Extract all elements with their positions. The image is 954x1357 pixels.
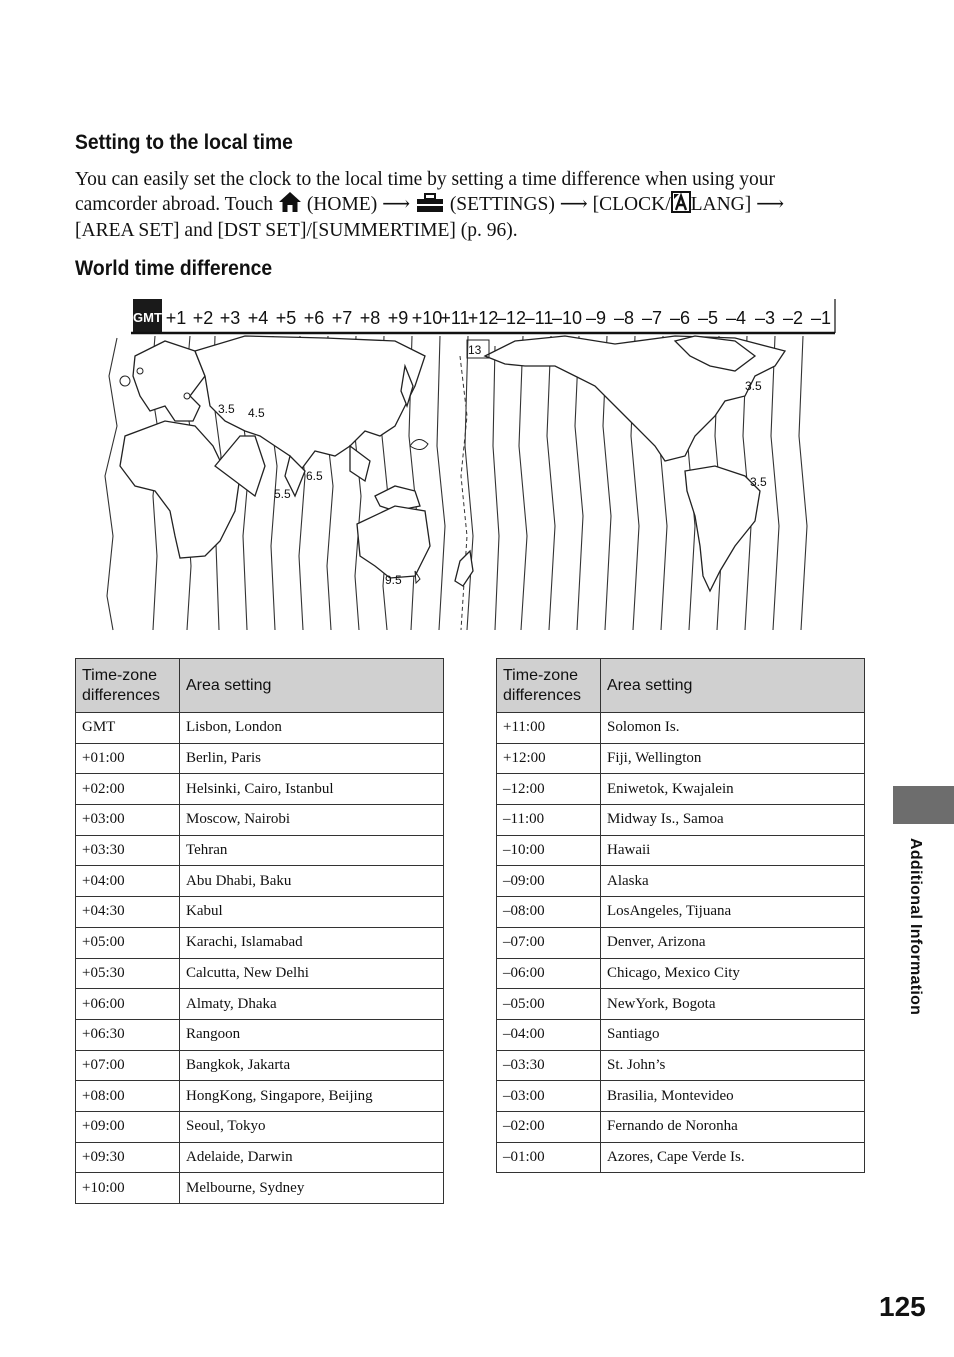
section-tab-marker xyxy=(893,786,954,824)
zone-label: –3 xyxy=(754,308,776,328)
zone-label: +6 xyxy=(303,308,325,328)
language-a-icon xyxy=(671,191,691,219)
table-row: +09:30 Adelaide, Darwin xyxy=(76,1142,444,1173)
zone-label: –1 xyxy=(810,308,832,328)
zone-label: GMT xyxy=(133,310,162,325)
zone-label: +10 xyxy=(411,308,443,328)
zone-label: +2 xyxy=(192,308,214,328)
zone-annotation: 3.5 xyxy=(750,475,767,489)
zone-label: –12 xyxy=(495,308,527,328)
table-row: +06:00 Almaty, Dhaka xyxy=(76,989,444,1020)
zone-label: +11 xyxy=(440,308,470,328)
arrow-right-icon: ⟶ xyxy=(382,194,411,215)
zone-label: –11 xyxy=(524,308,554,328)
intro-paragraph xyxy=(75,168,845,242)
table-row: GMT Lisbon, London xyxy=(76,713,444,744)
table-row: +10:00 Melbourne, Sydney xyxy=(76,1173,444,1204)
zone-label: –7 xyxy=(641,308,663,328)
header-area-setting: Area setting xyxy=(180,659,444,713)
header-area-setting: Area setting xyxy=(601,659,865,713)
home-icon xyxy=(278,191,302,219)
zone-annotation: 3.5 xyxy=(745,379,762,393)
table-row: +08:00 HongKong, Singapore, Beijing xyxy=(76,1081,444,1112)
zone-label: –2 xyxy=(782,308,804,328)
side-section-label: Additional Information xyxy=(907,838,924,1016)
zone-label: +3 xyxy=(219,308,241,328)
zone-annotation: 5.5 xyxy=(274,487,291,501)
header-time-zone: Time-zone differences xyxy=(76,659,180,713)
table-row: +04:00 Abu Dhabi, Baku xyxy=(76,866,444,897)
zone-label: +8 xyxy=(359,308,381,328)
table-row: –05:00 NewYork, Bogota xyxy=(497,989,865,1020)
zone-label: –5 xyxy=(697,308,719,328)
table-header-row xyxy=(76,659,444,713)
zone-annotation: 6.5 xyxy=(306,469,323,483)
table-row: –12:00 Eniwetok, Kwajalein xyxy=(497,774,865,805)
table-row: –03:00 Brasilia, Montevideo xyxy=(497,1081,865,1112)
table-row: –03:30 St. John’s xyxy=(497,1050,865,1081)
page-number: 125 xyxy=(879,1291,926,1322)
table-row: +03:30 Tehran xyxy=(76,835,444,866)
table-row: +03:00 Moscow, Nairobi xyxy=(76,805,444,836)
table-row: –01:00 Azores, Cape Verde Is. xyxy=(497,1142,865,1173)
timezone-table-left xyxy=(75,658,444,1204)
table-row: +11:00 Solomon Is. xyxy=(497,713,865,744)
zone-label: +5 xyxy=(275,308,297,328)
world-time-zone-map xyxy=(95,296,840,634)
intro-text-1: You can easily set the clock to the local time by setting a time difference when using your camcorder abroad. Touch xyxy=(75,169,776,215)
table-row: +05:30 Calcutta, New Delhi xyxy=(76,958,444,989)
header-time-zone: Time-zone differences xyxy=(497,659,601,713)
table-row: –10:00 Hawaii xyxy=(497,835,865,866)
table-row: +07:00 Bangkok, Jakarta xyxy=(76,1050,444,1081)
zone-label: +7 xyxy=(331,308,353,328)
table-row: +06:30 Rangoon xyxy=(76,1019,444,1050)
zone-annotation: 9.5 xyxy=(385,573,402,587)
zone-label: +12 xyxy=(467,308,499,328)
zone-label: +9 xyxy=(387,308,409,328)
home-label: (HOME) xyxy=(306,194,378,215)
section-title-world-time: World time difference xyxy=(75,257,273,280)
clock-label: [CLOCK/ xyxy=(592,194,671,215)
zone-annotation: 4.5 xyxy=(248,406,265,420)
zone-label: +4 xyxy=(247,308,269,328)
table-header-row xyxy=(497,659,865,713)
arrow-right-icon: ⟶ xyxy=(756,194,785,215)
table-row: +04:30 Kabul xyxy=(76,897,444,928)
zone-label: –4 xyxy=(725,308,747,328)
settings-label: (SETTINGS) xyxy=(449,194,555,215)
table-row: +09:00 Seoul, Tokyo xyxy=(76,1111,444,1142)
zone-label: –6 xyxy=(669,308,691,328)
zone-label: +1 xyxy=(165,308,187,328)
timezone-table-right xyxy=(496,658,865,1173)
lang-label: LANG] xyxy=(690,194,752,215)
table-row: +12:00 Fiji, Wellington xyxy=(497,743,865,774)
intro-text-2: [AREA SET] and [DST SET]/[SUMMERTIME] (p. 96). xyxy=(75,220,518,241)
table-row: –06:00 Chicago, Mexico City xyxy=(497,958,865,989)
zone-label: –10 xyxy=(551,308,583,328)
table-row: –09:00 Alaska xyxy=(497,866,865,897)
zone-annotation: 13 xyxy=(468,343,482,357)
table-row: +05:00 Karachi, Islamabad xyxy=(76,927,444,958)
zone-label: –9 xyxy=(585,308,607,328)
settings-toolbox-icon xyxy=(415,193,445,219)
table-row: –11:00 Midway Is., Samoa xyxy=(497,805,865,836)
table-row: –08:00 LosAngeles, Tijuana xyxy=(497,897,865,928)
arrow-right-icon: ⟶ xyxy=(559,194,588,215)
table-row: +02:00 Helsinki, Cairo, Istanbul xyxy=(76,774,444,805)
zone-annotation: 3.5 xyxy=(218,402,235,416)
table-row: –02:00 Fernando de Noronha xyxy=(497,1111,865,1142)
table-row: –07:00 Denver, Arizona xyxy=(497,927,865,958)
table-row: –04:00 Santiago xyxy=(497,1019,865,1050)
zone-label: –8 xyxy=(613,308,635,328)
section-title-local-time: Setting to the local time xyxy=(75,131,293,154)
table-row: +01:00 Berlin, Paris xyxy=(76,743,444,774)
